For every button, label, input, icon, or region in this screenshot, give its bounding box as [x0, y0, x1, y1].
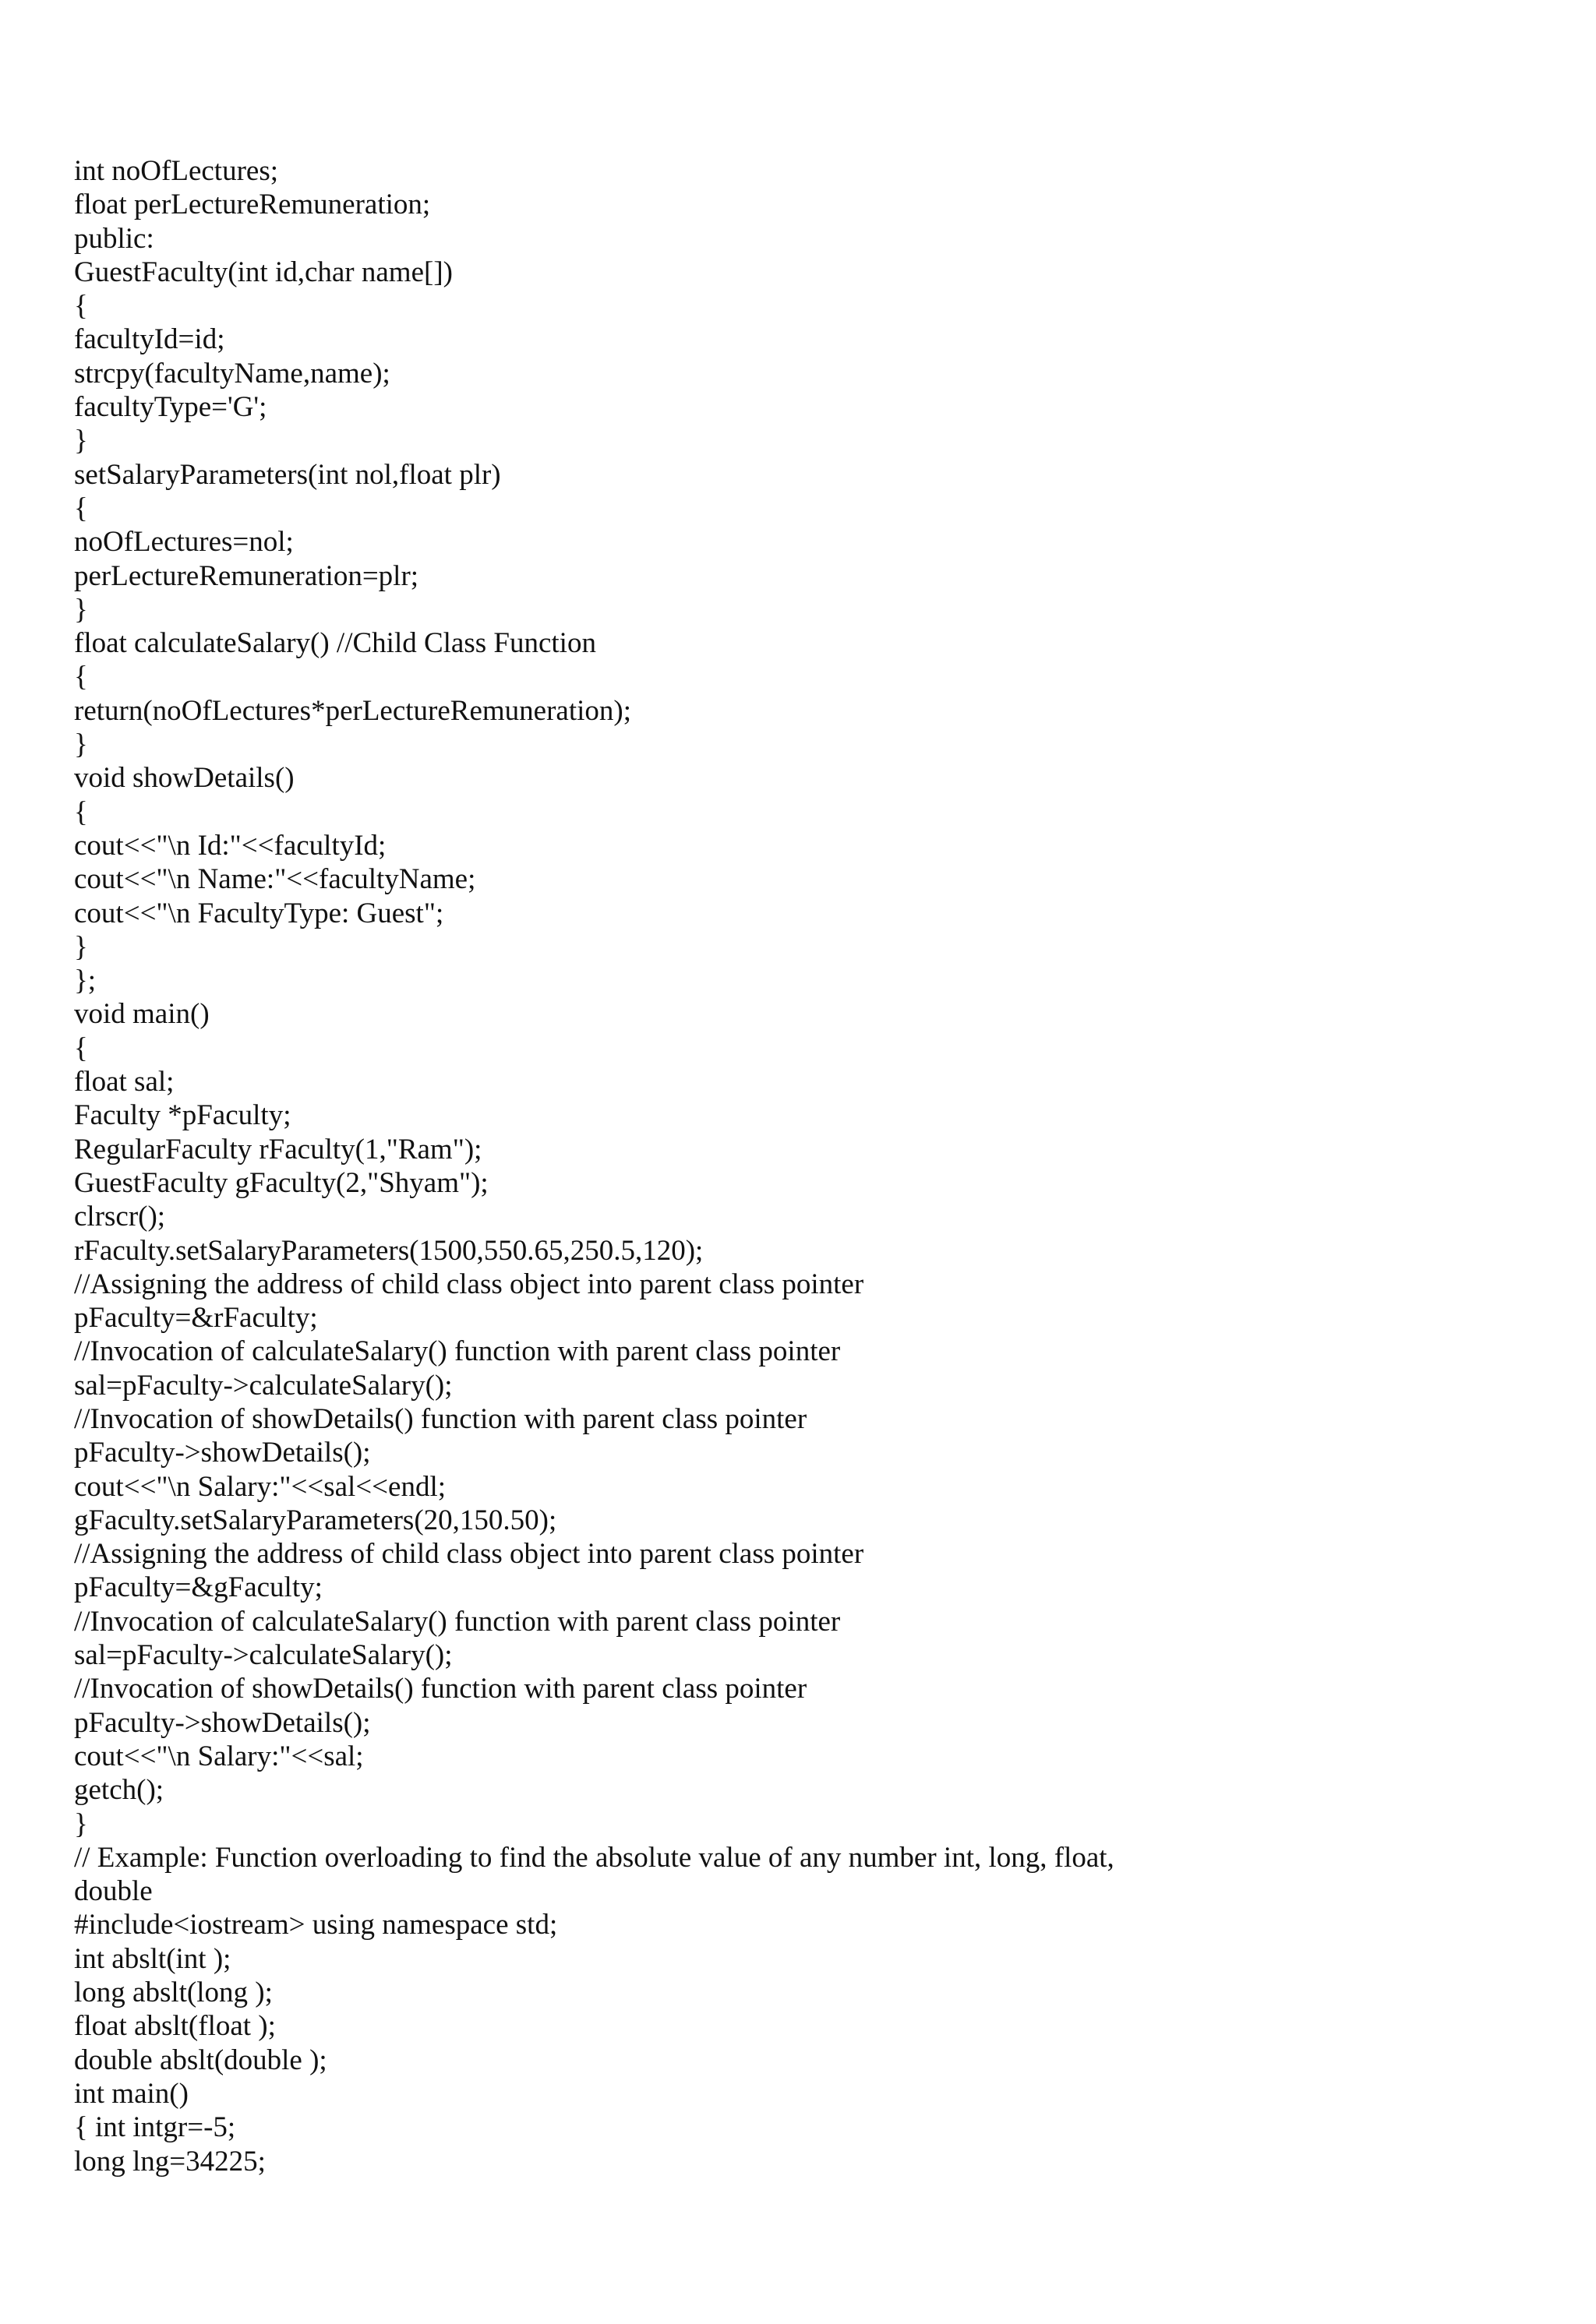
code-line: //Assigning the address of child class object into parent class pointer — [74, 1268, 864, 1300]
code-line: //Assigning the address of child class object into parent class pointer — [74, 1538, 864, 1571]
code-line: int noOfLectures; — [74, 155, 278, 187]
code-line: float sal; — [74, 1066, 175, 1099]
code-line: facultyId=id; — [74, 323, 225, 356]
code-line: return(noOfLectures*perLectureRemuneration); — [74, 694, 631, 727]
code-line: float calculateSalary() //Child Class Function — [74, 627, 596, 660]
code-line: { int intgr=-5; — [74, 2111, 236, 2144]
code-line: #include<iostream> using namespace std; — [74, 1909, 558, 1941]
code-line: int main() — [74, 2077, 189, 2110]
code-line: //Invocation of calculateSalary() function with parent class pointer — [74, 1605, 841, 1638]
code-line: int abslt(int ); — [74, 1942, 231, 1975]
code-line: //Invocation of showDetails() function with parent class pointer — [74, 1673, 807, 1705]
code-line: double — [74, 1875, 153, 1908]
code-line: sal=pFaculty->calculateSalary(); — [74, 1369, 453, 1402]
code-line: pFaculty=&rFaculty; — [74, 1302, 318, 1335]
code-line: { — [74, 1032, 88, 1064]
code-line: strcpy(facultyName,name); — [74, 357, 390, 390]
code-line: //Invocation of showDetails() function with parent class pointer — [74, 1402, 807, 1435]
code-line: } — [74, 1807, 88, 1840]
code-line: perLectureRemuneration=plr; — [74, 559, 419, 592]
code-line: pFaculty=&gFaculty; — [74, 1571, 323, 1604]
code-line: pFaculty->showDetails(); — [74, 1706, 371, 1739]
code-line: { — [74, 795, 88, 828]
code-line: gFaculty.setSalaryParameters(20,150.50); — [74, 1504, 557, 1536]
code-line: setSalaryParameters(int nol,float plr) — [74, 458, 501, 491]
code-line: cout<<"\n Id:"<<facultyId; — [74, 829, 387, 862]
code-line: void showDetails() — [74, 762, 295, 795]
code-line: public: — [74, 222, 154, 255]
code-line: pFaculty->showDetails(); — [74, 1437, 371, 1469]
code-listing — [74, 154, 1539, 2178]
code-line: cout<<"\n Salary:"<<sal; — [74, 1740, 364, 1772]
code-line: cout<<"\n FacultyType: Guest"; — [74, 897, 444, 929]
code-line: rFaculty.setSalaryParameters(1500,550.65,250.5,120); — [74, 1234, 704, 1267]
code-line: sal=pFaculty->calculateSalary(); — [74, 1639, 453, 1672]
code-line: clrscr(); — [74, 1201, 166, 1233]
code-line: void main() — [74, 998, 210, 1031]
code-line: { — [74, 661, 88, 693]
code-line: //Invocation of calculateSalary() function with parent class pointer — [74, 1335, 841, 1368]
code-line: float perLectureRemuneration; — [74, 189, 431, 221]
code-line: { — [74, 290, 88, 323]
code-line: } — [74, 425, 88, 457]
code-line: // Example: Function overloading to find the absolute value of any number int, long, float, — [74, 1841, 1114, 1874]
code-line: Faculty *pFaculty; — [74, 1099, 291, 1132]
code-line: float abslt(float ); — [74, 2010, 276, 2043]
code-line: } — [74, 728, 88, 761]
code-line: GuestFaculty gFaculty(2,"Shyam"); — [74, 1166, 489, 1199]
code-line: facultyType='G'; — [74, 391, 267, 424]
code-line: RegularFaculty rFaculty(1,"Ram"); — [74, 1133, 482, 1166]
code-line: noOfLectures=nol; — [74, 526, 294, 559]
code-line: } — [74, 930, 88, 963]
code-line: cout<<"\n Name:"<<facultyName; — [74, 863, 476, 896]
code-line: } — [74, 593, 88, 626]
code-line: long lng=34225; — [74, 2145, 266, 2178]
code-line: getch(); — [74, 1774, 164, 1807]
code-line: GuestFaculty(int id,char name[]) — [74, 256, 453, 288]
code-line: }; — [74, 965, 97, 997]
code-line: cout<<"\n Salary:"<<sal<<endl; — [74, 1470, 447, 1503]
code-line: double abslt(double ); — [74, 2044, 327, 2076]
code-line: { — [74, 492, 88, 524]
code-line: long abslt(long ); — [74, 1977, 273, 2009]
